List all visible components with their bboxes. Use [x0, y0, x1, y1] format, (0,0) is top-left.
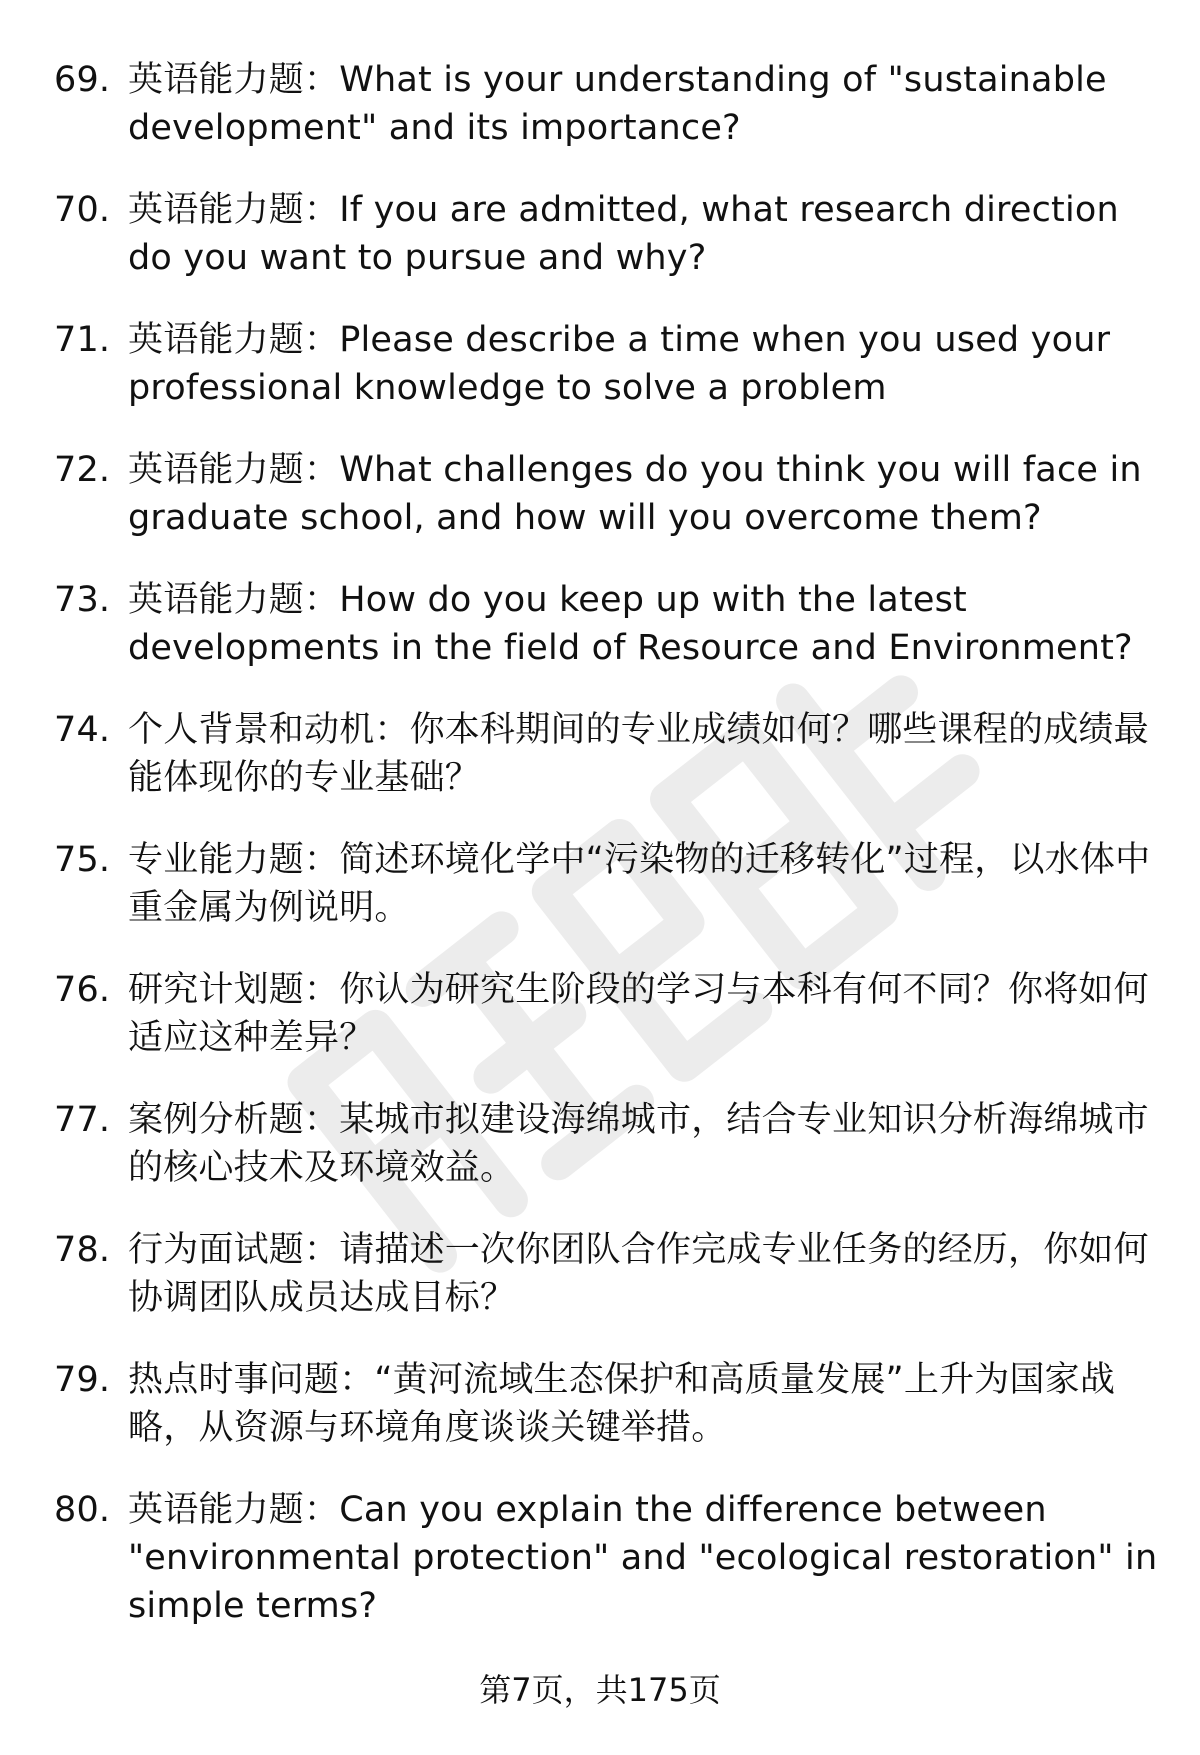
question-text: 英语能力题：What is your understanding of "sustainable development" and its importance? [128, 60, 1107, 148]
question-number: 75. [54, 840, 111, 880]
question-number: 71. [54, 320, 111, 360]
question-number: 80. [54, 1490, 111, 1530]
question-list [0, 56, 1200, 1664]
question-text: 行为面试题：请描述一次你团队合作完成专业任务的经历，你如何协调团队成员达成目标？ [128, 1230, 1149, 1318]
question-number: 72. [54, 450, 111, 490]
question-number: 78. [54, 1230, 111, 1270]
question-text: 个人背景和动机：你本科期间的专业成绩如何？哪些课程的成绩最能体现你的专业基础？ [128, 710, 1149, 798]
page-number-label: 第7页，共175页 [479, 1671, 721, 1709]
question-text: 英语能力题：What challenges do you think you will face in graduate school, and how will you overcome them? [128, 450, 1142, 538]
question-number: 76. [54, 970, 111, 1010]
question-text: 案例分析题：某城市拟建设海绵城市，结合专业知识分析海绵城市的核心技术及环境效益。 [128, 1100, 1149, 1188]
question-item-71 [0, 316, 1200, 412]
question-text: 英语能力题：If you are admitted, what research direction do you want to pursue and why? [128, 190, 1119, 278]
question-number: 74. [54, 710, 111, 750]
question-item-76 [0, 966, 1200, 1062]
question-item-69 [0, 56, 1200, 152]
question-number: 69. [54, 60, 111, 100]
question-item-77 [0, 1096, 1200, 1192]
question-item-79 [0, 1356, 1200, 1452]
question-number: 73. [54, 580, 111, 620]
question-item-74 [0, 706, 1200, 802]
question-number: 79. [54, 1360, 111, 1400]
question-text: 专业能力题：简述环境化学中“污染物的迁移转化”过程，以水体中重金属为例说明。 [128, 840, 1151, 928]
question-text: 英语能力题：Can you explain the difference between "environmental protection" and "ecological restoration" in simple terms? [128, 1490, 1158, 1626]
question-item-75 [0, 836, 1200, 932]
question-number: 77. [54, 1100, 111, 1140]
question-item-73 [0, 576, 1200, 672]
question-item-80 [0, 1486, 1200, 1630]
question-text: 研究计划题：你认为研究生阶段的学习与本科有何不同？你将如何适应这种差异？ [128, 970, 1149, 1058]
question-item-70 [0, 186, 1200, 282]
question-item-72 [0, 446, 1200, 542]
question-text: 英语能力题：How do you keep up with the latest developments in the field of Resource and Environment? [128, 580, 1133, 668]
page-footer [0, 1668, 1200, 1712]
question-item-78 [0, 1226, 1200, 1322]
question-text: 英语能力题：Please describe a time when you used your professional knowledge to solve a problem [128, 320, 1111, 408]
question-number: 70. [54, 190, 111, 230]
question-text: 热点时事问题：“黄河流域生态保护和高质量发展”上升为国家战略，从资源与环境角度谈谈关键举措。 [128, 1360, 1116, 1448]
